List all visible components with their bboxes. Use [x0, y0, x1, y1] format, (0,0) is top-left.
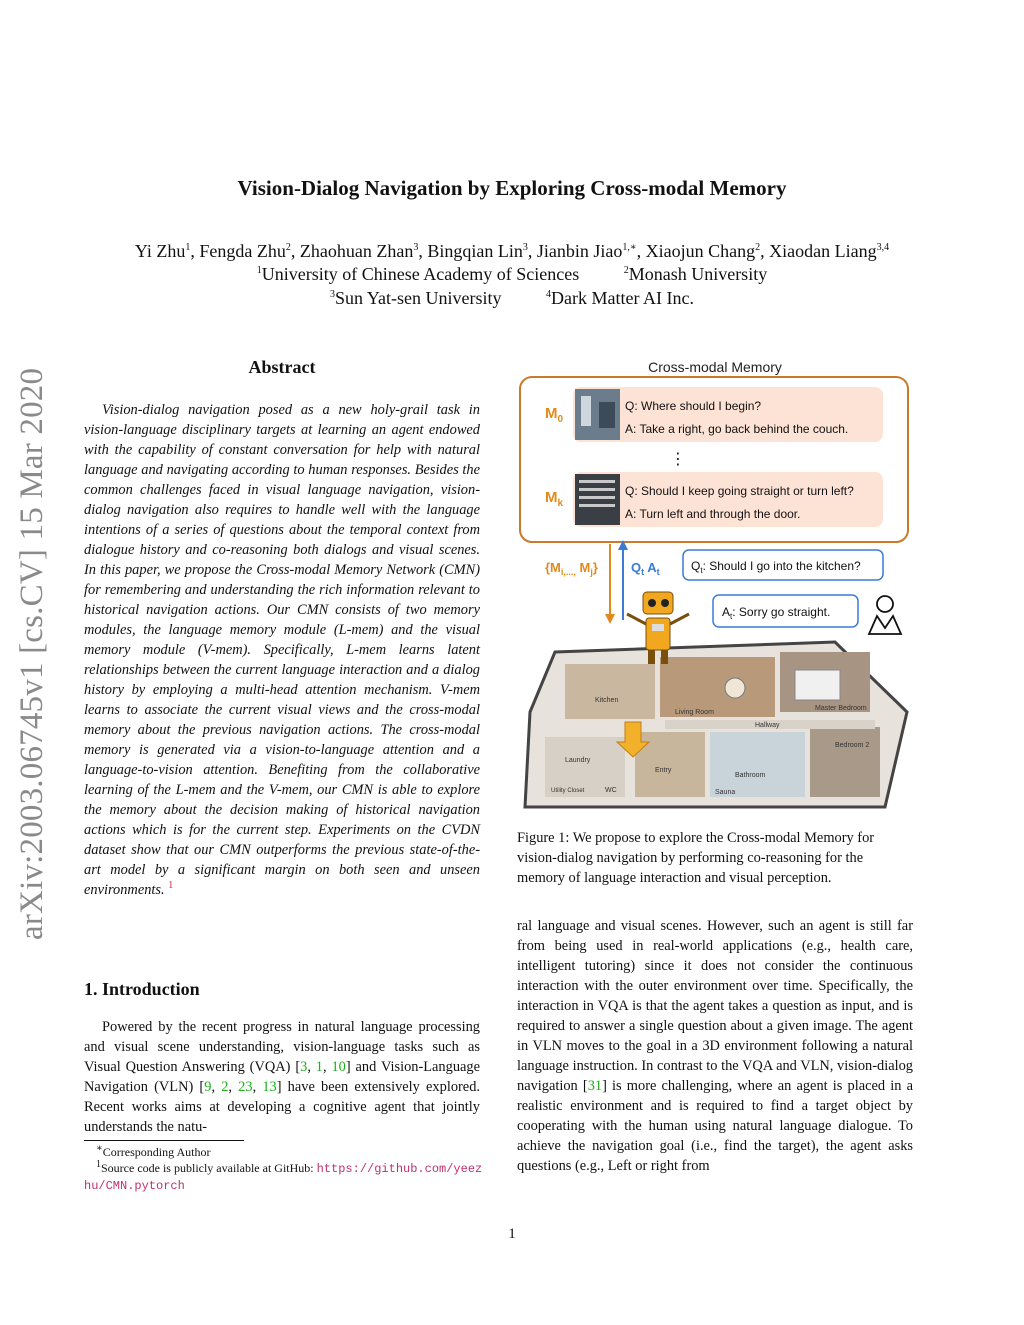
- m0-question: Q: Where should I begin?: [625, 399, 762, 413]
- author-affiliation-mark: 2: [285, 242, 291, 253]
- m0-answer: A: Take a right, go back behind the couch.: [625, 422, 849, 436]
- figure-1: [515, 352, 915, 812]
- citation-link[interactable]: 10: [331, 1059, 346, 1075]
- question-bubble-text: $Q_t$: Should I go into the kitchen?: [691, 559, 861, 575]
- page-number: 1: [508, 1226, 516, 1242]
- abstract-footnote-mark[interactable]: 1: [168, 880, 174, 892]
- m0-window: [581, 396, 591, 426]
- mk-blind-2: [579, 488, 615, 491]
- human-icon: [877, 596, 893, 612]
- author-affiliation-mark: 1: [185, 242, 191, 253]
- m0-label: $M_0$: [545, 405, 564, 425]
- author-affiliation-mark: 3: [413, 242, 419, 253]
- room-label-wc: WC: [605, 787, 617, 794]
- affiliation-3: $^3$Sun Yat-sen University: [330, 288, 502, 308]
- room-label-entry: Entry: [655, 767, 672, 774]
- living-room-area: [660, 657, 775, 717]
- intro-heading: 1. Introduction: [84, 979, 200, 999]
- author-affiliation-mark: 1,∗: [622, 242, 637, 253]
- author-name: Bingqian Lin: [427, 241, 523, 261]
- citation-link[interactable]: 1: [315, 1059, 323, 1075]
- author-affiliation-mark: 2: [755, 242, 761, 253]
- author-list: Yi Zhu$^1$, Fengda Zhu$^2$, Zhaohuan Zhan$^3$, Bingqian Lin$^3$, Jianbin Jiao$^{1,∗}$, Xiaojun Chang$^2$, Xiaodan Liang$^{3,4}$: [134, 241, 890, 261]
- room-label-utility: Utility Closet: [551, 788, 585, 794]
- figure-svg: [515, 352, 915, 812]
- room-label-laundry: Laundry: [565, 757, 591, 764]
- author-name: Xiaodan Liang: [769, 241, 877, 261]
- living-table: [725, 678, 745, 698]
- room-label-hallway: Hallway: [755, 722, 780, 729]
- author-name: Zhaohuan Zhan: [299, 241, 414, 261]
- author-name: Xiaojun Chang: [645, 241, 756, 261]
- m0-door: [599, 402, 615, 428]
- author-name: Fengda Zhu: [199, 241, 286, 261]
- memory-subset-label: {$M_{i,...,}$ $M_j$}: [545, 560, 598, 577]
- mk-answer: A: Turn left and through the door.: [625, 507, 801, 521]
- figure-caption: Figure 1: We propose to explore the Cross-modal Memory for vision-dialog navigation by performing co-reasoning for the memory of language interaction and visual perception.: [517, 830, 875, 886]
- footnote-source: $^1$Source code is publicly available at GitHub: https://github.com/yeezhu/CMN.pytorch: [84, 1159, 483, 1193]
- room-label-bathroom: Bathroom: [735, 772, 766, 779]
- footnotes: [84, 1144, 484, 1194]
- ellipsis-icon: ⋮: [670, 451, 686, 468]
- abstract-text: Vision-dialog navigation posed as a new holy-grail task in vision-language disciplinary targets at learning an agent endowed with the capability of constant conversation for help with natural language and navigating according to human responses. Besides the common challenges faced in visual language navigation, vision-dialog navigation also requires to handle well with the language intentions of a series of questions about the temporal context from dialogue history and co-reasoning both dialogs and visual scenes. In this paper, we propose the Cross-modal Memory Network (CMN) for remembering and understanding the rich information relevant to historical navigation actions. Our CMN consists of two memory modules, the language memory module (L-mem) and the visual memory module (V-mem). Specifically, L-mem learns latent relationships between the current language interaction and a dialog history by employing a multi-head attention mechanism. V-mem learns to associate the current visual views and the cross-modal memory about the previous navigation actions. The cross-modal memory is generated via a vision-to-language attention and a language-to-vision attention. Benefiting from the collaborative learning of the L-mem and the V-mem, our CMN is able to explore the memory about the decision making of historical navigation actions which is for the current step. Experiments on the CVDN dataset show that our CMN outperforms the previous state-of-the-art model by a significant margin on both seen and unseen environments. $^1$: [84, 402, 480, 898]
- citation-link[interactable]: 31: [587, 1078, 603, 1094]
- room-label-sauna: Sauna: [715, 789, 736, 796]
- figure-title: Cross-modal Memory: [648, 359, 782, 375]
- room-label-kitchen: Kitchen: [595, 697, 619, 704]
- room-label-bedroom2: Bedroom 2: [835, 742, 870, 749]
- mk-blind-1: [579, 480, 615, 483]
- memory-read-arrowhead: [605, 614, 615, 624]
- room-label-living: Living Room: [675, 709, 714, 716]
- bed-master: [795, 670, 840, 700]
- affiliation-row-1: [0, 264, 1024, 285]
- affiliation-1: $^1$University of Chinese Academy of Sciences: [256, 264, 580, 284]
- right-column-paragraph: ral language and visual scenes. However, such an agent is still far from being used in real-world applications (e.g., health care, intelligent tutoring) since it does not consider the continuous interaction with the outer environment over time. Specifically, the interaction in VQA is that the agent takes a question as input, and is required to answer a single question about a given image. The agent in VLN moves to the goal in a 3D environment following a natural language instruction. In contrast to the VQA and VLN, vision-dialog navigation [31] is more challenging, where an agent is placed in a realistic environment and is required to find a target object by cooperating with the human using natural language dialogue. To achieve the navigation goal (i.e., find the target), the agent asks questions (e.g., Left or right from: [517, 918, 914, 1174]
- citation-link[interactable]: 9: [204, 1079, 212, 1095]
- author-name: Jianbin Jiao: [536, 241, 623, 261]
- affiliation-row-2: [0, 288, 1024, 309]
- intro-paragraph: Powered by the recent progress in natural language processing and visual scene understanding, vision-language tasks such as Visual Question Answering (VQA) [3, 1, 10] and Vision-Language Navigation (VLN) [9, 2, 23, 13] have been extensively explored. Recent works aims at developing a cognitive agent that jointly understands the natu-: [84, 1019, 480, 1135]
- footnote-rule: [84, 1140, 244, 1141]
- citation-link[interactable]: 3: [300, 1059, 308, 1075]
- citation-link[interactable]: 23: [238, 1079, 253, 1095]
- answer-bubble-text: $A_t$: Sorry go straight.: [722, 605, 831, 621]
- human-body-icon: [869, 616, 901, 634]
- author-affiliation-mark: 3: [522, 242, 528, 253]
- affiliation-4: $^4$Dark Matter AI Inc.: [546, 288, 694, 308]
- mk-question: Q: Should I keep going straight or turn left?: [625, 484, 854, 498]
- mk-blind-3: [579, 496, 615, 499]
- affiliation-2: $^2$Monash University: [623, 264, 768, 284]
- mk-blind-4: [579, 504, 615, 507]
- kitchen-area: [565, 664, 655, 719]
- github-link[interactable]: https://github.com/yeezhu/CMN.pytorch: [84, 1162, 483, 1193]
- mk-label: $M_k$: [545, 489, 564, 509]
- bathroom-area: [710, 732, 805, 797]
- citation-link[interactable]: 13: [262, 1079, 277, 1095]
- author-name: Yi Zhu: [134, 241, 186, 261]
- arxiv-identifier: arXiv:2003.06745v1 [cs.CV] 15 Mar 2020: [14, 367, 50, 940]
- abstract-heading: Abstract: [248, 357, 316, 377]
- paper-title: Vision-Dialog Navigation by Exploring Cross-modal Memory: [237, 176, 787, 200]
- current-qa-label: $Q_t$ $A_t$: [631, 560, 660, 577]
- footnote-corresponding: ∗Corresponding Author: [96, 1143, 211, 1159]
- citation-link[interactable]: 2: [221, 1079, 229, 1095]
- room-label-master: Master Bedroom: [815, 705, 867, 712]
- author-affiliation-mark: 3,4: [876, 242, 890, 253]
- bedroom2-area: [810, 727, 880, 797]
